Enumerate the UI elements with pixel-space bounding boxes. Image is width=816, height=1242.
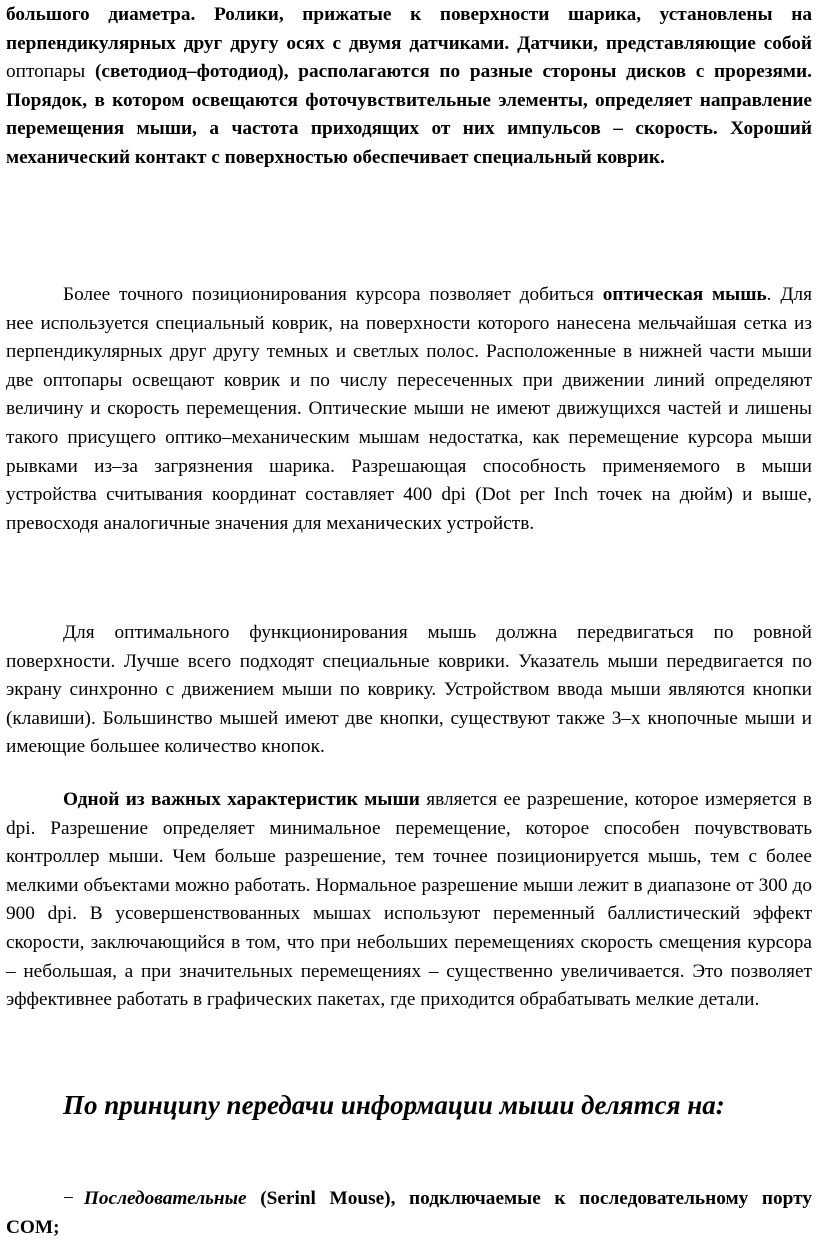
paragraph-mechanical-mouse xyxy=(6,1,812,173)
term-important-characteristic: Одной из важных характеристик мыши xyxy=(63,789,420,810)
paragraph-text: является ее разрешение, которое измеряется в dpi. Разрешение определяет минимальное перемещение, которое способен почувствовать контроллер мыши. Чем больше разрешение, тем точнее позиционируется мышь, тем с более мелкими объектами можно работать. Нормальное разрешение мыши лежит в диапазоне от 300 до 900 dpi. В усовершенствованных мышах используют переменный баллистический эффект скорости, заключающийся в том, что при небольших перемещениях скорость смещения курсора – небольшая, а при значительных перемещениях – существенно увеличивается. Это позволяет эффективнее работать в графических пакетах, где приходится обрабатывать мелкие детали. xyxy=(6,789,812,1011)
paragraph-text: Более точного позиционирования курсора позволяет добиться xyxy=(63,284,603,305)
paragraph-mouse-resolution xyxy=(6,786,812,1015)
paragraph-text: Для оптимального функционирования мышь должна передвигаться по ровной поверхности. Лучше всего подходят специальные коврики. Указатель мыши передвигается по экрану синхронно с движением мыши по коврику. Устройством ввода мыши являются кнопки (клавиши). Большинство мышей имеют две кнопки, существуют также 3–х кнопочные мыши и имеющие большее количество кнопок. xyxy=(6,622,812,758)
section-heading: По принципу передачи информации мыши делятся на: xyxy=(63,1090,725,1120)
list-item-text: (Serinl Mouse), подключаемые к последовательному порту COM; xyxy=(6,1188,812,1238)
paragraph-text: . Для нее используется специальный коврик, на поверхности которого нанесена мельчайшая сетка из перпендикулярных друг другу темных и светлых полос. Расположенные в нижней части мыши две оптопары освещают коврик и по числу пересеченных при движении линий определяют величину и скорость перемещения. Оптические мыши не имеют движущихся частей и лишены такого присущего оптико–механическим мышам недостатка, как перемещение курсора мыши рывками из–за загрязнения шарика. Разрешающая способность применяемого в мыши устройства считывания координат составляет 400 dpi (Dot per Inch точек на дюйм) и выше, превосходя аналогичные значения для механических устройств. xyxy=(6,284,812,534)
dash-bullet: − xyxy=(63,1188,74,1209)
paragraph-text: большого диаметра. Ролики, прижатые к поверхности шарика, установлены на перпендикулярных друг другу осях с двумя датчиками. Датчики, представляющие собой xyxy=(6,4,812,54)
list-item xyxy=(6,1185,812,1242)
term-optical-mouse: оптическая мышь xyxy=(602,284,767,305)
paragraph-mouse-operation xyxy=(6,619,812,762)
paragraph-text: (светодиод–фотодиод), располагаются по разные стороны дисков с прорезями. Порядок, в котором освещаются фоточувствительные элементы, определяет направление перемещения мыши, а частота приходящих от них импульсов – скорость. Хороший механический контакт с поверхностью обеспечивает специальный коврик. xyxy=(6,61,812,168)
paragraph-optical-mouse xyxy=(6,281,812,538)
paragraph-text-normal: оптопары xyxy=(6,61,86,83)
list-item-term: Последовательные xyxy=(83,1188,247,1209)
